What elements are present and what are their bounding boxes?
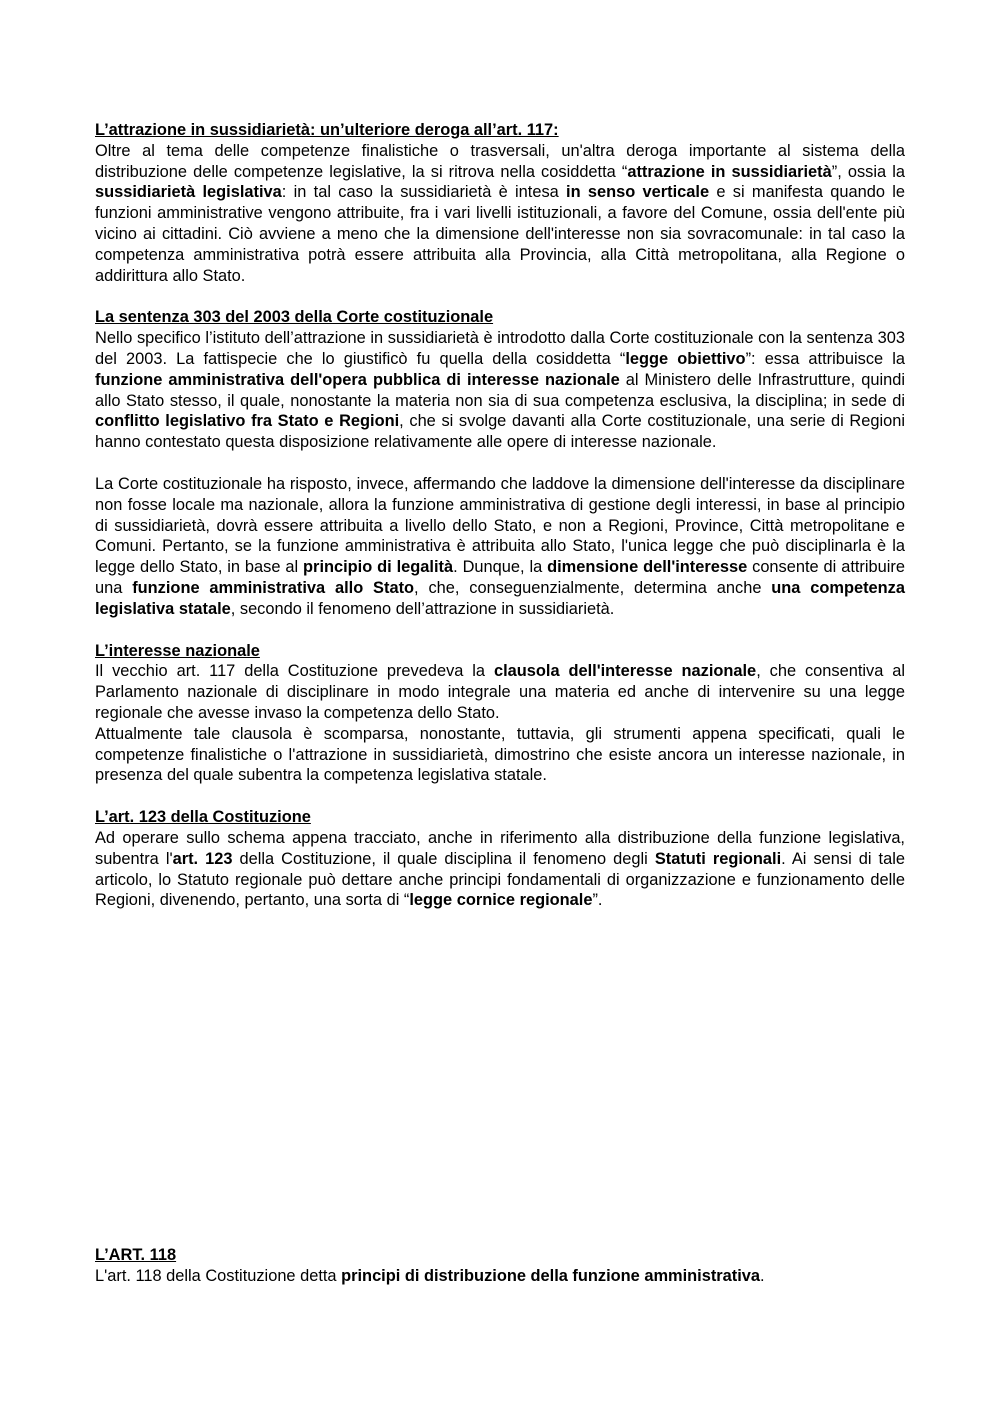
section-heading: La sentenza 303 del 2003 della Corte costituzionale <box>95 308 494 327</box>
bold-text: legge cornice regionale <box>409 891 593 910</box>
bold-text: sussidiarietà legislativa <box>95 183 282 202</box>
bold-text: attrazione in sussidiarietà <box>627 162 832 181</box>
section-heading: L’interesse nazionale <box>95 641 260 660</box>
section-interesse-nazionale <box>95 641 905 787</box>
bold-text: funzione amministrativa dell'opera pubblica di interesse nazionale <box>95 370 620 389</box>
section-heading: L’art. 123 della Costituzione <box>95 808 311 827</box>
bold-text: conflitto legislativo fra Stato e Regioni <box>95 412 400 431</box>
section-art-118 <box>95 1245 905 1287</box>
bold-text: principio di legalità <box>303 558 454 577</box>
paragraph: Nello specifico l’istituto dell’attrazione in sussidiarietà è introdotto dalla Corte costituzionale con la sentenza 303 del 2003. La fattispecie che lo giustificò fu quella della cosiddetta “legge obiettivo”: essa attribuisce la funzione amministrativa dell'opera pubblica di interesse nazionale al Ministero delle Infrastrutture, quindi allo Stato stesso, il quale, nonostante la materia non sia di sua competenza esclusiva, la disciplina; in sede di conflitto legislativo fra Stato e Regioni, che si svolge davanti alla Corte costituzionale, una serie di Regioni hanno contestato questa disposizione relativamente alle opere di interesse nazionale. <box>95 329 905 452</box>
bold-text: art. 123 <box>172 849 233 868</box>
section-art-123 <box>95 807 905 911</box>
bold-text: Statuti regionali <box>654 849 782 868</box>
bold-text: principi di distribuzione della funzione amministrativa <box>341 1266 761 1285</box>
bold-text: in senso verticale <box>566 183 710 202</box>
paragraph: Il vecchio art. 117 della Costituzione prevedeva la clausola dell'interesse nazionale, che consentiva al Parlamento nazionale di disciplinare in modo integrale una materia ed anche di intervenire su una legge regionale che avesse invaso la competenza dello Stato. <box>95 662 906 722</box>
bold-text: dimensione dell'interesse <box>547 558 748 577</box>
paragraph: Oltre al tema delle competenze finalistiche o trasversali, un'altra deroga importante al sistema della distribuzione delle competenze legislative, la si ritrova nella cosiddetta “attrazione in sussidiarietà”, ossia la sussidiarietà legislativa: in tal caso la sussidiarietà è intesa in senso verticale e si manifesta quando le funzioni amministrative vengono attribuite, fra i vari livelli istituzionali, a favore del Comune, ossia dell'ente più vicino ai cittadini. Ciò avviene a meno che la dimensione dell'interesse non sia sovracomunale: in tal caso la competenza amministrativa potrà essere attribuita alla Provincia, alla Città metropolitana, alla Regione o addirittura allo Stato. <box>95 141 905 285</box>
paragraph: L'art. 118 della Costituzione detta principi di distribuzione della funzione amministrativa. <box>95 1266 765 1285</box>
document-body <box>95 120 905 932</box>
section-attrazione <box>95 120 905 286</box>
paragraph: La Corte costituzionale ha risposto, invece, affermando che laddove la dimensione dell'interesse da disciplinare non fosse locale ma nazionale, allora la funzione amministrativa di gestione degli interessi, in base al principio di sussidiarietà, dovrà essere attribuita a livello dello Stato, e non a Regioni, Province, Città metropolitane e Comuni. Pertanto, se la funzione amministrativa è attribuita allo Stato, l'unica legge che può disciplinarla è la legge dello Stato, in base al principio di legalità. Dunque, la dimensione dell'interesse consente di attribuire una funzione amministrativa allo Stato, che, conseguenzialmente, determina anche una competenza legislativa statale, secondo il fenomeno dell’attrazione in sussidiarietà. <box>95 474 905 618</box>
bold-text: legge obiettivo <box>625 349 746 368</box>
bold-text: una competenza legislativa statale <box>95 578 905 618</box>
paragraph: Attualmente tale clausola è scomparsa, nonostante, tuttavia, gli strumenti appena specificati, quali le competenze finalistiche o l'attrazione in sussidiarietà, dimostrino che esiste ancora un interesse nazionale, in presenza del quale subentra la competenza legislativa statale. <box>95 724 905 785</box>
paragraph: Ad operare sullo schema appena tracciato, anche in riferimento alla distribuzione della funzione legislativa, subentra l'art. 123 della Costituzione, il quale disciplina il fenomeno degli Statuti regionali. Ai sensi di tale articolo, lo Statuto regionale può dettare anche principi fondamentali di organizzazione e funzionamento delle Regioni, divenendo, pertanto, una sorta di “legge cornice regionale”. <box>95 828 905 910</box>
bold-text: funzione amministrativa allo Stato <box>132 578 415 597</box>
section-heading: L’ART. 118 <box>95 1246 177 1264</box>
section-sentenza-303 <box>95 307 905 619</box>
bold-text: clausola dell'interesse nazionale <box>493 662 757 681</box>
section-heading: L’attrazione in sussidiarietà: un’ulteriore deroga all’art. 117: <box>95 121 559 139</box>
